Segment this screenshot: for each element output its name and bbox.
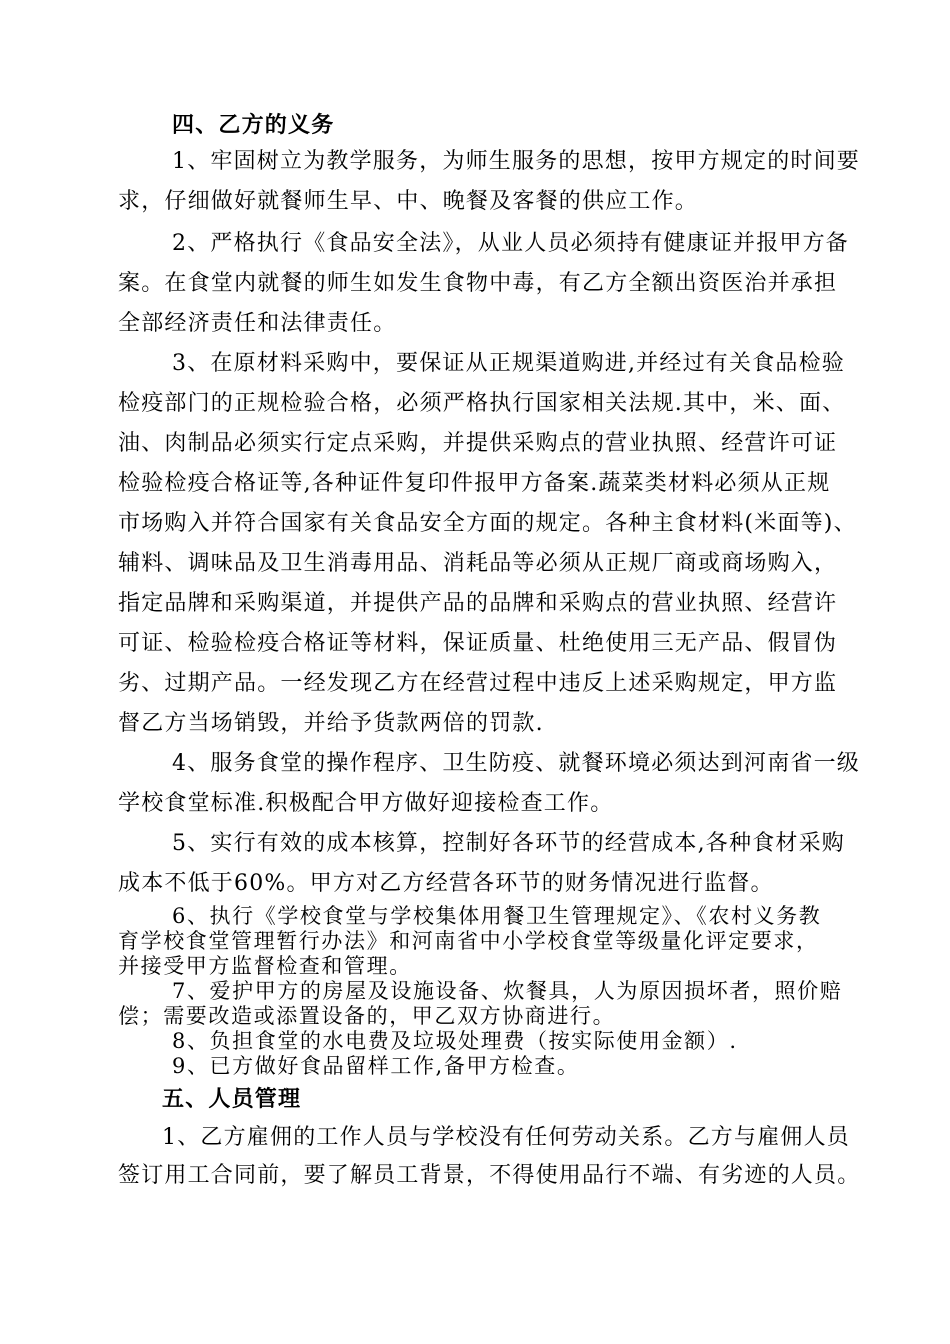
clause-3-line-1: 3、在原材料采购中，要保证从正规渠道购进,并经过有关食品检验 (172, 351, 845, 376)
section-heading-obligations: 四、乙方的义务 (172, 112, 335, 138)
clause-3-line-8: 可证、检验检疫合格证等材料，保证质量、杜绝使用三无产品、假冒伪 (118, 631, 838, 656)
clause-4-line-1: 4、服务食堂的操作程序、卫生防疫、就餐环境必须达到河南省一级 (172, 751, 860, 776)
clause-3-line-5: 市场购入并符合国家有关食品安全方面的规定。各种主食材料(米面等)、 (118, 511, 857, 536)
clause-7-line-1: 7、爱护甲方的房屋及设施设备、炊餐具，人为原因损坏者，照价赔 (172, 979, 843, 1003)
clause-6-line-3: 并接受甲方监督检查和管理。 (118, 954, 412, 978)
clause-8-line-1: 8、负担食堂的水电费及垃圾处理费（按实际使用金额）. (172, 1029, 738, 1053)
clause-6-line-2: 育学校食堂管理暂行办法》和河南省中小学校食堂等级量化评定要求， (118, 929, 819, 953)
clause-2-line-3: 全部经济责任和法律责任。 (118, 311, 397, 336)
section-heading-personnel: 五、人员管理 (162, 1086, 302, 1112)
clause-2-line-1: 2、严格执行《食品安全法》，从业人员必须持有健康证并报甲方备 (172, 231, 849, 256)
clause-9-line-1: 9、已方做好食品留样工作,备甲方检查。 (172, 1054, 580, 1078)
clause-7-line-2: 偿；需要改造或添置设备的，甲乙双方协商进行。 (118, 1004, 616, 1028)
clause-3-line-4: 检验检疫合格证等,各种证件复印件报甲方备案.蔬菜类材料必须从正规 (118, 471, 831, 496)
clause-2-line-2: 案。在食堂内就餐的师生如发生食物中毒，有乙方全额出资医治并承担 (118, 271, 838, 296)
clause-3-line-2: 检疫部门的正规检验合格，必须严格执行国家相关法规.其中，米、面、 (118, 391, 846, 416)
clause-4-line-2: 学校食堂标准.积极配合甲方做好迎接检查工作。 (118, 791, 614, 816)
clause-3-line-3: 油、肉制品必须实行定点采购，并提供采购点的营业执照、经营许可证 (118, 431, 838, 456)
clause-5-line-2: 成本不低于60%。甲方对乙方经营各环节的财务情况进行监督。 (118, 871, 774, 896)
clause-5-line-1: 5、实行有效的成本核算，控制好各环节的经营成本,各种食材采购 (172, 831, 845, 856)
clause-6-line-1: 6、执行《学校食堂与学校集体用餐卫生管理规定》、《农村义务教 (172, 904, 822, 928)
clause-1-line-2: 求，仔细做好就餐师生早、中、晚餐及客餐的供应工作。 (118, 189, 699, 214)
personnel-clause-1-line-2: 签订用工合同前，要了解员工背景，不得使用品行不端、有劣迹的人员。 (118, 1163, 861, 1188)
clause-3-line-7: 指定品牌和采购渠道，并提供产品的品牌和采购点的营业执照、经营许 (118, 591, 838, 616)
clause-3-line-10: 督乙方当场销毁，并给予货款两倍的罚款. (118, 711, 544, 736)
clause-3-line-6: 辅料、调味品及卫生消毒用品、消耗品等必须从正规厂商或商场购入， (118, 551, 838, 576)
clause-3-line-9: 劣、过期产品。一经发现乙方在经营过程中违反上述采购规定，甲方监 (118, 671, 838, 696)
personnel-clause-1-line-1: 1、乙方雇佣的工作人员与学校没有任何劳动关系。乙方与雇佣人员 (162, 1125, 850, 1150)
clause-1-line-1: 1、牢固树立为教学服务，为师生服务的思想，按甲方规定的时间要 (172, 149, 860, 174)
